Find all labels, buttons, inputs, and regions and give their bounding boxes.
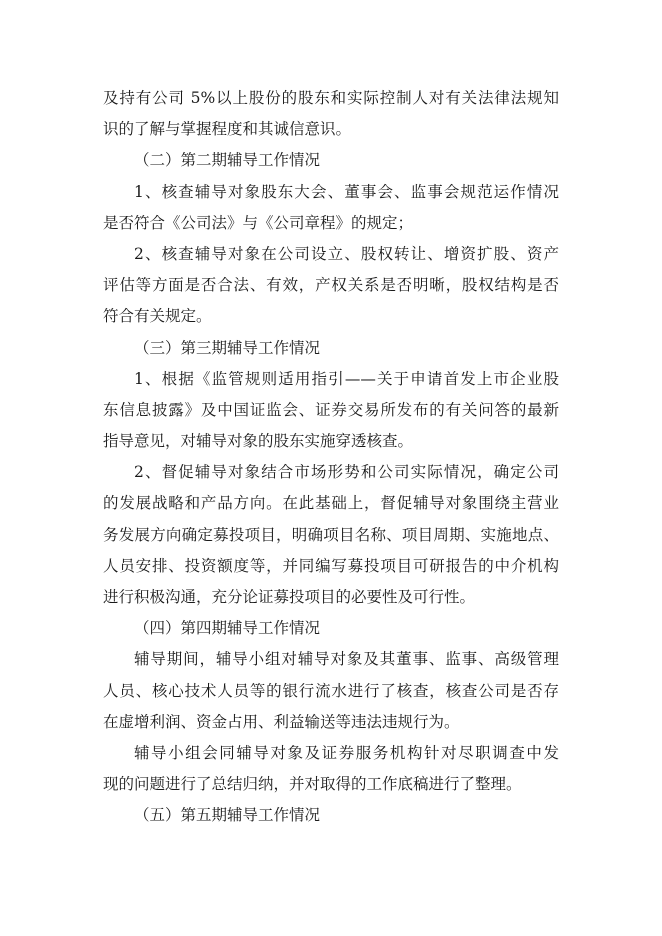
- paragraph-line: 是否符合《公司法》与《公司章程》的规定；: [103, 213, 414, 232]
- paragraph-line: 辅导小组会同辅导对象及证券服务机构针对尽职调查中发: [134, 743, 559, 762]
- document-page: [103, 83, 559, 832]
- paragraph-line: 1、根据《监管规则适用指引——关于申请首发上市企业股: [134, 369, 559, 388]
- paragraph-line: 的发展战略和产品方向。在此基础上，督促辅导对象围绕主营业: [103, 494, 559, 513]
- paragraph-line: 辅导期间，辅导小组对辅导对象及其董事、监事、高级管理: [134, 650, 559, 669]
- paragraph-line: 2、核查辅导对象在公司设立、股权转让、增资扩股、资产: [134, 244, 559, 263]
- paragraph-line: 指导意见，对辅导对象的股东实施穿透核查。: [103, 432, 414, 451]
- section-heading: （五）第五期辅导工作情况: [134, 806, 321, 825]
- section-heading: （四）第四期辅导工作情况: [134, 619, 321, 638]
- paragraph-line: 东信息披露》及中国证监会、证券交易所发布的有关问答的最新: [103, 400, 559, 419]
- paragraph-line: 人员安排、投资额度等，并同编写募投项目可研报告的中介机构: [103, 556, 559, 575]
- paragraph-line: 1、核查辅导对象股东大会、董事会、监事会规范运作情况: [134, 182, 559, 201]
- section-heading: （三）第三期辅导工作情况: [134, 338, 321, 357]
- paragraph-line: 务发展方向确定募投项目，明确项目名称、项目周期、实施地点、: [103, 525, 559, 544]
- paragraph-line: 评估等方面是否合法、有效，产权关系是否明晰，股权结构是否: [103, 276, 559, 295]
- paragraph-line: 识的了解与掌握程度和其诚信意识。: [103, 120, 352, 139]
- paragraph-line: 进行积极沟通，充分论证募投项目的必要性及可行性。: [103, 588, 476, 606]
- paragraph-line: 人员、核心技术人员等的银行流水进行了核查，核查公司是否存: [103, 681, 559, 700]
- section-heading: （二）第二期辅导工作情况: [134, 151, 321, 170]
- paragraph-line: 及持有公司 5%以上股份的股东和实际控制人对有关法律法规知: [103, 89, 559, 107]
- paragraph-line: 现的问题进行了总结归纳，并对取得的工作底稿进行了整理。: [103, 775, 522, 794]
- paragraph-line: 2、督促辅导对象结合市场形势和公司实际情况，确定公司: [134, 463, 559, 482]
- paragraph-line: 在虚增利润、资金占用、利益输送等违法违规行为。: [103, 712, 460, 731]
- paragraph-line: 符合有关规定。: [103, 307, 212, 326]
